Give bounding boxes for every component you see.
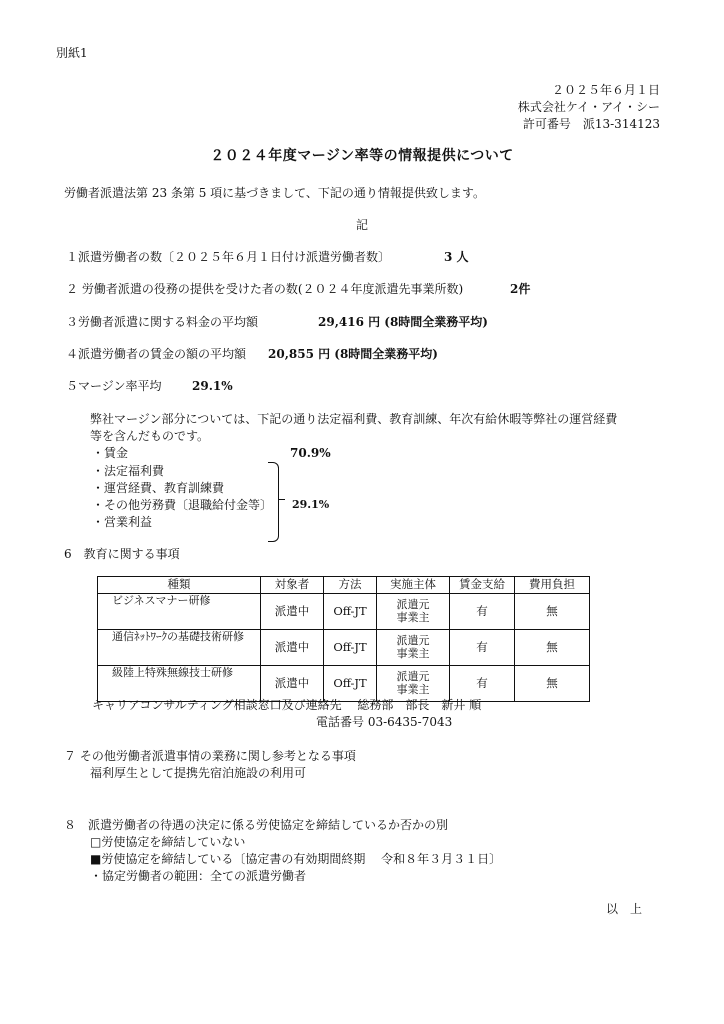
- margin-note-line2: 等を含んだものです。: [90, 429, 210, 443]
- target-cell: 派遣中: [261, 594, 324, 630]
- section8-heading: ８ 派遣労働者の待遇の決定に係る労使協定を締結しているか否かの別: [64, 818, 449, 832]
- column-header: 方法: [324, 577, 377, 594]
- target-cell: 派遣中: [261, 666, 324, 702]
- section7-heading: ７ その他労働者派遣事情の業務に関し参考となる事項: [64, 749, 356, 763]
- attachment-label: 別紙1: [56, 46, 88, 60]
- margin-note-line1: 弊社マージン部分については、下記の通り法定福利費、教育訓練、年次有給休暇等弊社の運営経費: [90, 412, 618, 426]
- closing-mark: 以 上: [606, 902, 643, 916]
- table-row: [98, 666, 590, 702]
- wage-paid-cell: 有: [450, 666, 515, 702]
- section8-scope: ・協定労働者の範囲：全ての派遣労働者: [90, 869, 307, 883]
- wage-paid-cell: 有: [450, 630, 515, 666]
- section7-body: 福利厚生として提携先宿泊施設の利用可: [90, 766, 307, 780]
- item2-label: ２ 労働者派遣の役務の提供を受けた者の数(２０２４年度派遣先事業所数): [66, 282, 464, 296]
- column-header: 賃金支給: [450, 577, 515, 594]
- item5-value: 29.1%: [192, 379, 233, 393]
- method-cell: Off-JT: [324, 630, 377, 666]
- column-header: 費用負担: [515, 577, 590, 594]
- item3-label: ３労働者派遣に関する料金の平均額: [66, 315, 259, 329]
- breakdown-brace-tip: [278, 499, 285, 500]
- license-number: 許可番号 派13-314123: [522, 117, 660, 131]
- section8-option-checked: ■労使協定を締結している〔協定書の有効期間終期 令和８年３月３１日〕: [90, 852, 502, 866]
- item2-value: 2件: [510, 282, 531, 296]
- table-header-row: [98, 577, 590, 594]
- breakdown-item: ・営業利益: [92, 515, 153, 529]
- wage-paid-cell: 有: [450, 594, 515, 630]
- training-name: 通信ﾈｯﾄﾜｰｸの基礎技術研修: [98, 630, 261, 666]
- document-date: ２０２５年６月１日: [551, 83, 660, 97]
- method-cell: Off-JT: [324, 594, 377, 630]
- target-cell: 派遣中: [261, 630, 324, 666]
- training-name: ビジネスマナー研修: [98, 594, 261, 630]
- table-row: [98, 594, 590, 630]
- item4-label: ４派遣労働者の賃金の額の平均額: [66, 347, 247, 361]
- column-header: 種類: [98, 577, 261, 594]
- provider-cell: 派遣元 事業主: [377, 630, 450, 666]
- contact-line: キャリアコンサルティング相談窓口及び連絡先 総務部 部長 新井 順: [92, 698, 482, 712]
- breakdown-item: ・法定福利費: [92, 464, 165, 478]
- ki-marker: 記: [355, 218, 368, 232]
- column-header: 対象者: [261, 577, 324, 594]
- document-title: ２０２４年度マージン率等の情報提供について: [210, 148, 514, 164]
- provider-cell: 派遣元 事業主: [377, 666, 450, 702]
- column-header: 実施主体: [377, 577, 450, 594]
- company-name: 株式会社ケイ・アイ・シー: [517, 100, 660, 114]
- item5-label: ５マージン率平均: [66, 379, 162, 393]
- breakdown-item: ・運営経費、教育訓練費: [92, 481, 225, 495]
- education-table: [97, 576, 590, 702]
- training-name: 級陸上特殊無線技士研修: [98, 666, 261, 702]
- breakdown-brace: [268, 462, 279, 542]
- wage-item: ・賃金: [92, 446, 129, 460]
- margin-percent: 29.1%: [292, 498, 330, 511]
- item4-value: 20,855 円 (8時間全業務平均): [268, 347, 438, 361]
- section8-option-unchecked: □労使協定を締結していない: [90, 835, 246, 849]
- education-heading: 6 教育に関する事項: [64, 547, 180, 561]
- item1-value: 3 人: [444, 250, 469, 264]
- cost-burden-cell: 無: [515, 594, 590, 630]
- item1-label: １派遣労働者の数〔２０２５年６月１日付け派遣労働者数〕: [66, 250, 391, 264]
- cost-burden-cell: 無: [515, 630, 590, 666]
- wage-percent: 70.9%: [290, 446, 331, 460]
- table-row: [98, 630, 590, 666]
- method-cell: Off-JT: [324, 666, 377, 702]
- breakdown-item: ・その他労務費〔退職給付金等〕: [92, 498, 273, 512]
- item3-value: 29,416 円 (8時間全業務平均): [318, 315, 488, 329]
- intro-text: 労働者派遣法第 23 条第 5 項に基づきまして、下記の通り情報提供致します。: [64, 186, 485, 200]
- contact-phone: 電話番号 03-6435-7043: [316, 715, 453, 729]
- provider-cell: 派遣元 事業主: [377, 594, 450, 630]
- cost-burden-cell: 無: [515, 666, 590, 702]
